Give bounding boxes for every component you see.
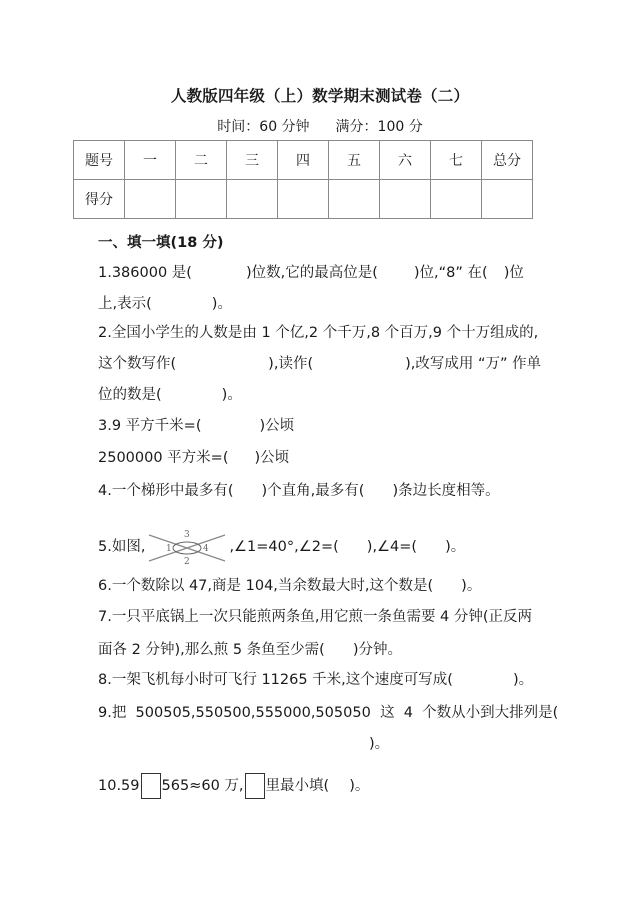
angle-1-label: 1: [166, 544, 173, 554]
table-cell: 六: [380, 141, 431, 180]
text: 10.59: [98, 778, 140, 794]
table-cell: 四: [278, 141, 329, 180]
question-8: [98, 670, 533, 690]
question-4: [98, 481, 500, 501]
angle-3-label: 3: [184, 530, 191, 540]
question-1-line-2: [98, 294, 232, 314]
text: 6.一个数除以 47,商是 104,当余数最大时,这个数是(: [98, 578, 434, 594]
table-cell: 七: [431, 141, 482, 180]
text: )位数,它的最高位是(: [245, 265, 378, 281]
full-score: 满分：100 分: [335, 119, 423, 135]
table-cell: 题号: [74, 141, 125, 180]
question-10: [98, 772, 369, 800]
question-3-line-1: [98, 416, 294, 436]
question-7-line-2: [98, 640, 402, 660]
text: )。: [221, 387, 242, 403]
table-cell: 二: [176, 141, 227, 180]
text: )位,“8” 在(: [413, 265, 488, 281]
table-row: [74, 141, 533, 180]
question-9-line-1: 9.把 500505,550500,555000,505050 这 4 个数从小到大排列是(: [98, 705, 559, 721]
table-cell: 总分: [482, 141, 533, 180]
text: )个直角,最多有(: [261, 483, 365, 499]
question-1-line-1: [98, 263, 524, 283]
question-6: [98, 576, 481, 596]
text: 8.一架飞机每小时可飞行 11265 千米,这个速度可写成(: [98, 672, 453, 688]
question-2-line-3: [98, 385, 242, 405]
text: 上,表示(: [98, 296, 152, 312]
question-3-line-2: [98, 448, 289, 468]
table-cell: 三: [227, 141, 278, 180]
text: 面各 2 分钟),那么煎 5 条鱼至少需(: [98, 642, 325, 658]
question-7-line-1: 7.一只平底锅上一次只能煎两条鱼,用它煎一条鱼需要 4 分钟(正反两: [98, 609, 533, 625]
text: 位的数是(: [98, 387, 162, 403]
score-table: [73, 140, 533, 219]
text: 4.一个梯形中最多有(: [98, 483, 234, 499]
digit-box[interactable]: [245, 773, 265, 799]
text: 这个数写作(: [98, 356, 177, 372]
text: ,∠1=40°,∠2=(: [229, 539, 339, 555]
score-input-cell[interactable]: [431, 180, 482, 219]
text: )条边长度相等。: [392, 483, 500, 499]
text: ),∠4=(: [366, 539, 418, 555]
intersecting-lines-figure: [147, 527, 227, 567]
text: 里最小填(: [265, 778, 330, 794]
score-input-cell[interactable]: [176, 180, 227, 219]
text: 565≈60 万,: [161, 778, 244, 794]
text: )公顷: [254, 450, 290, 466]
section-heading: 一、填一填(18 分): [98, 235, 224, 251]
question-9-line-2: )。: [369, 736, 390, 752]
score-input-cell[interactable]: [380, 180, 431, 219]
text: 1.386000 是(: [98, 265, 192, 281]
text: )分钟。: [352, 642, 402, 658]
text: 5.如图,: [98, 539, 146, 555]
question-2-line-2: [98, 354, 541, 374]
time-limit: 时间：60 分钟: [217, 119, 310, 135]
text: )。: [211, 296, 232, 312]
question-2-line-1: 2.全国小学生的人数是由 1 个亿,2 个千万,8 个百万,9 个十万组成的,: [98, 325, 539, 341]
score-input-cell[interactable]: [482, 180, 533, 219]
text: )。: [349, 778, 370, 794]
text: ),读作(: [268, 356, 314, 372]
text: )位: [503, 265, 524, 281]
score-input-cell[interactable]: [278, 180, 329, 219]
question-5: [98, 527, 465, 567]
exam-info: [0, 116, 640, 136]
text: )公顷: [259, 418, 295, 434]
text: )。: [445, 539, 466, 555]
angle-4-label: 4: [203, 544, 210, 554]
score-input-cell[interactable]: [227, 180, 278, 219]
table-cell: 五: [329, 141, 380, 180]
angle-2-label: 2: [184, 557, 191, 567]
score-input-cell[interactable]: [329, 180, 380, 219]
text: )。: [512, 672, 534, 688]
table-cell: 一: [125, 141, 176, 180]
text: ),改写成用 “万” 作单: [405, 356, 542, 372]
digit-box[interactable]: [141, 773, 161, 799]
page-title: 人教版四年级（上）数学期末测试卷（二）: [170, 87, 470, 105]
table-row: [74, 180, 533, 219]
text: 2500000 平方米=(: [98, 450, 229, 466]
table-cell: 得分: [74, 180, 125, 219]
text: 3.9 平方千米=(: [98, 418, 202, 434]
text: )。: [461, 578, 482, 594]
score-input-cell[interactable]: [125, 180, 176, 219]
